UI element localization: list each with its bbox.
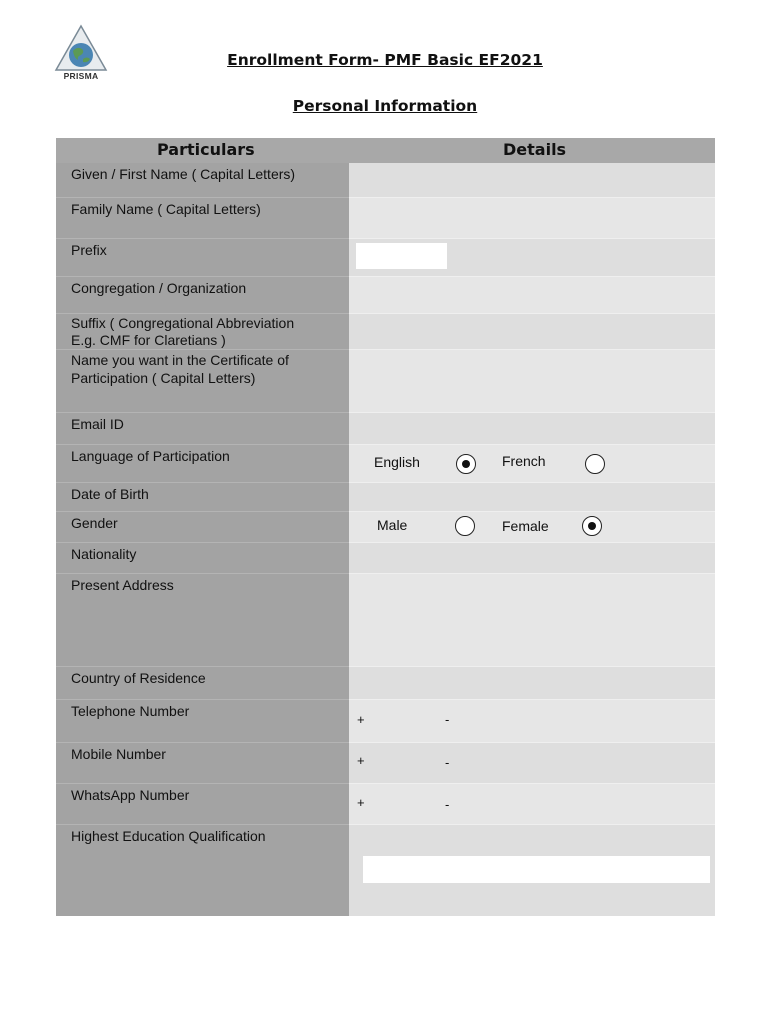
column-header-details: Details [503, 140, 567, 159]
row-address [56, 574, 715, 667]
table-header [56, 138, 715, 163]
row-dob [56, 483, 715, 512]
phone-plus-sign: + [357, 712, 365, 727]
logo-text: PRISMA [63, 71, 99, 81]
row-email [56, 413, 715, 445]
email-field[interactable] [349, 413, 715, 445]
label-address: Present Address [71, 577, 174, 593]
column-header-particulars: Particulars [157, 140, 255, 159]
row-country [56, 667, 715, 700]
mobile-plus-sign: + [357, 753, 365, 768]
label-telephone: Telephone Number [71, 703, 190, 719]
row-prefix [56, 239, 715, 277]
row-suffix [56, 314, 715, 350]
row-family-name [56, 198, 715, 239]
label-certificate-name: Name you want in the Certificate of Participation ( Capital Letters) [71, 352, 289, 386]
row-gender [56, 512, 715, 543]
label-email: Email ID [71, 416, 124, 432]
radio-french[interactable] [585, 454, 605, 474]
option-female-label: Female [502, 518, 549, 534]
suffix-field[interactable] [349, 314, 715, 350]
radio-female[interactable] [582, 516, 602, 536]
phone-dash: - [445, 712, 450, 727]
label-country: Country of Residence [71, 670, 206, 686]
prefix-input[interactable] [356, 243, 447, 269]
label-mobile: Mobile Number [71, 746, 166, 762]
row-language [56, 445, 715, 483]
row-telephone [56, 700, 715, 743]
label-whatsapp: WhatsApp Number [71, 787, 190, 803]
form-title: Enrollment Form- PMF Basic EF2021 [227, 51, 543, 69]
congregation-field[interactable] [349, 277, 715, 314]
mobile-dash: - [445, 755, 450, 770]
label-nationality: Nationality [71, 546, 137, 562]
label-language: Language of Participation [71, 448, 230, 464]
row-mobile [56, 743, 715, 784]
option-french-label: French [502, 453, 546, 469]
label-dob: Date of Birth [71, 486, 149, 502]
radio-male[interactable] [455, 516, 475, 536]
label-prefix: Prefix [71, 242, 107, 258]
country-field[interactable] [349, 667, 715, 700]
family-name-field[interactable] [349, 198, 715, 239]
row-education [56, 825, 715, 916]
whatsapp-field[interactable] [349, 784, 715, 825]
row-certificate-name [56, 350, 715, 413]
whatsapp-plus-sign: + [357, 795, 365, 810]
dob-field[interactable] [349, 483, 715, 512]
option-english-label: English [374, 454, 420, 470]
label-congregation: Congregation / Organization [71, 280, 247, 296]
address-field[interactable] [349, 574, 715, 667]
label-family-name: Family Name ( Capital Letters) [71, 201, 261, 217]
nationality-field[interactable] [349, 543, 715, 574]
label-gender: Gender [71, 515, 118, 531]
education-input[interactable] [363, 856, 710, 883]
label-education: Highest Education Qualification [71, 828, 266, 844]
row-congregation [56, 277, 715, 314]
option-male-label: Male [377, 517, 408, 533]
given-name-field[interactable] [349, 163, 715, 198]
radio-english[interactable] [456, 454, 476, 474]
certificate-name-field[interactable] [349, 350, 715, 413]
whatsapp-dash: - [445, 797, 450, 812]
section-title: Personal Information [292, 97, 478, 115]
row-nationality [56, 543, 715, 574]
telephone-field[interactable] [349, 700, 715, 743]
row-given-name [56, 163, 715, 198]
mobile-field[interactable] [349, 743, 715, 784]
label-given-name: Given / First Name ( Capital Letters) [71, 166, 296, 182]
label-suffix: Suffix ( Congregational Abbreviation E.g. CMF for Claretians ) [71, 315, 295, 348]
row-whatsapp [56, 784, 715, 825]
